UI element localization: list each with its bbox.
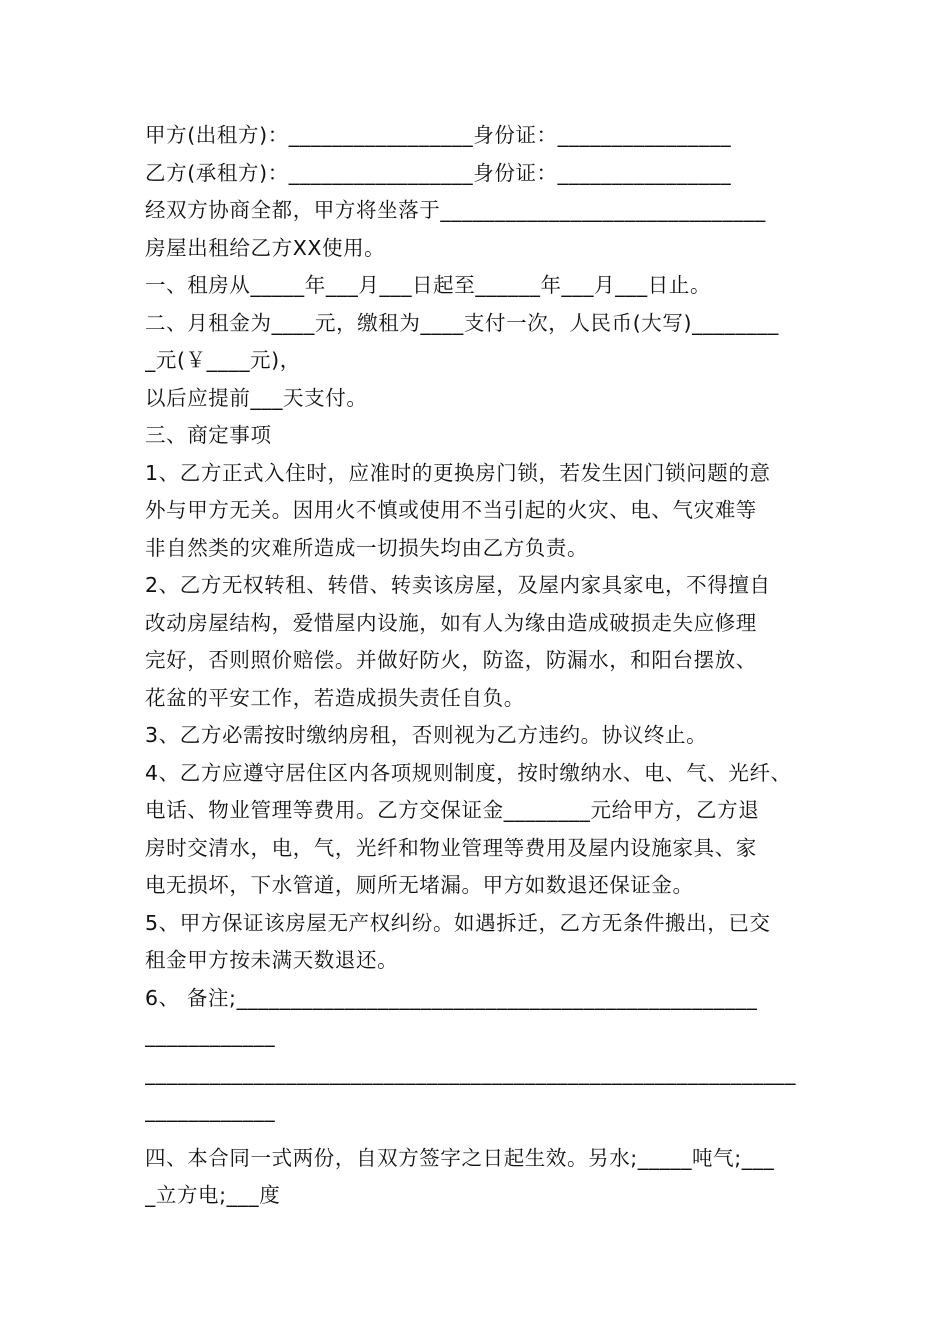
clause-2-line-2: 改动房屋结构，爱惜屋内设施，如有人为缘由造成破损走失应修理: [145, 610, 757, 635]
section-four-line-2: _立方电;___度: [145, 1183, 281, 1207]
clause-2-line-1: 2、乙方无权转租、转借、转卖该房屋，及屋内家具家电，不得擅自: [145, 573, 771, 597]
clause-3-line: 3、乙方必需按时缴纳房租，否则视为乙方违约。协议终止。: [145, 723, 708, 747]
section-four-line-1: 四、本合同一式两份，自双方签字之日起生效。另水;_____吨气;___: [145, 1145, 775, 1170]
clause-2-line-4: 花盆的平安工作，若造成损失责任自负。: [145, 685, 525, 710]
clause-4-line-1: 4、乙方应遵守居住区内各项规则制度，按时缴纳水、电、气、光纤、: [145, 760, 792, 785]
term-line: 一、租房从_____年___月___日起至______年___月___日止。: [145, 273, 712, 297]
remarks-blank-line-3: ____________: [145, 1098, 276, 1122]
clause-6-remarks-line: 6、 备注;________________________________________________: [145, 985, 758, 1010]
clause-1-line-2: 外与甲方无关。因用火不慎或使用不当引起的火灾、电、气灾难等: [145, 498, 757, 522]
party-a-line: 甲方(出租方)：_________________身份证：________________: [145, 123, 732, 147]
clause-4-line-2: 电话、物业管理等费用。乙方交保证金________元给甲方，乙方退: [145, 798, 760, 822]
clause-5-line-2: 租金甲方按未满天数退还。: [145, 948, 399, 972]
party-b-line: 乙方(承租方)：_________________身份证：________________: [145, 160, 732, 185]
section-heading-terms: 三、商定事项: [145, 423, 272, 447]
rent-line: 二、月租金为____元，缴租为____支付一次，人民币(大写)________: [145, 310, 779, 335]
rent-line-continued: _元(￥____元)，: [145, 348, 301, 372]
remarks-blank-line-1: ____________: [145, 1023, 276, 1047]
usage-line: 房屋出租给乙方XX使用。: [145, 235, 386, 260]
spacer: [145, 1130, 807, 1140]
remarks-blank-line-2: ____________________________________________________________: [145, 1060, 796, 1085]
clause-1-line-3: 非自然类的灾难所造成一切损失均由乙方负责。: [145, 535, 589, 560]
location-line: 经双方协商全都，甲方将坐落于______________________________: [145, 198, 766, 222]
clause-4-line-3: 房时交清水，电，气，光纤和物业管理等费用及屋内设施家具、家: [145, 835, 757, 860]
clause-4-line-4: 电无损坏，下水管道，厕所无堵漏。甲方如数退还保证金。: [145, 873, 694, 897]
clause-2-line-3: 完好，否则照价赔偿。并做好防火，防盗，防漏水，和阳台摆放、: [145, 648, 757, 672]
clause-5-line-1: 5、甲方保证该房屋无产权纠纷。如遇拆迁，乙方无条件搬出，已交: [145, 910, 771, 935]
contract-page: [145, 117, 807, 1215]
clause-1-line-1: 1、乙方正式入住时，应准时的更换房门锁，若发生因门锁问题的意: [145, 460, 771, 485]
advance-payment-line: 以后应提前___天支付。: [145, 385, 368, 410]
